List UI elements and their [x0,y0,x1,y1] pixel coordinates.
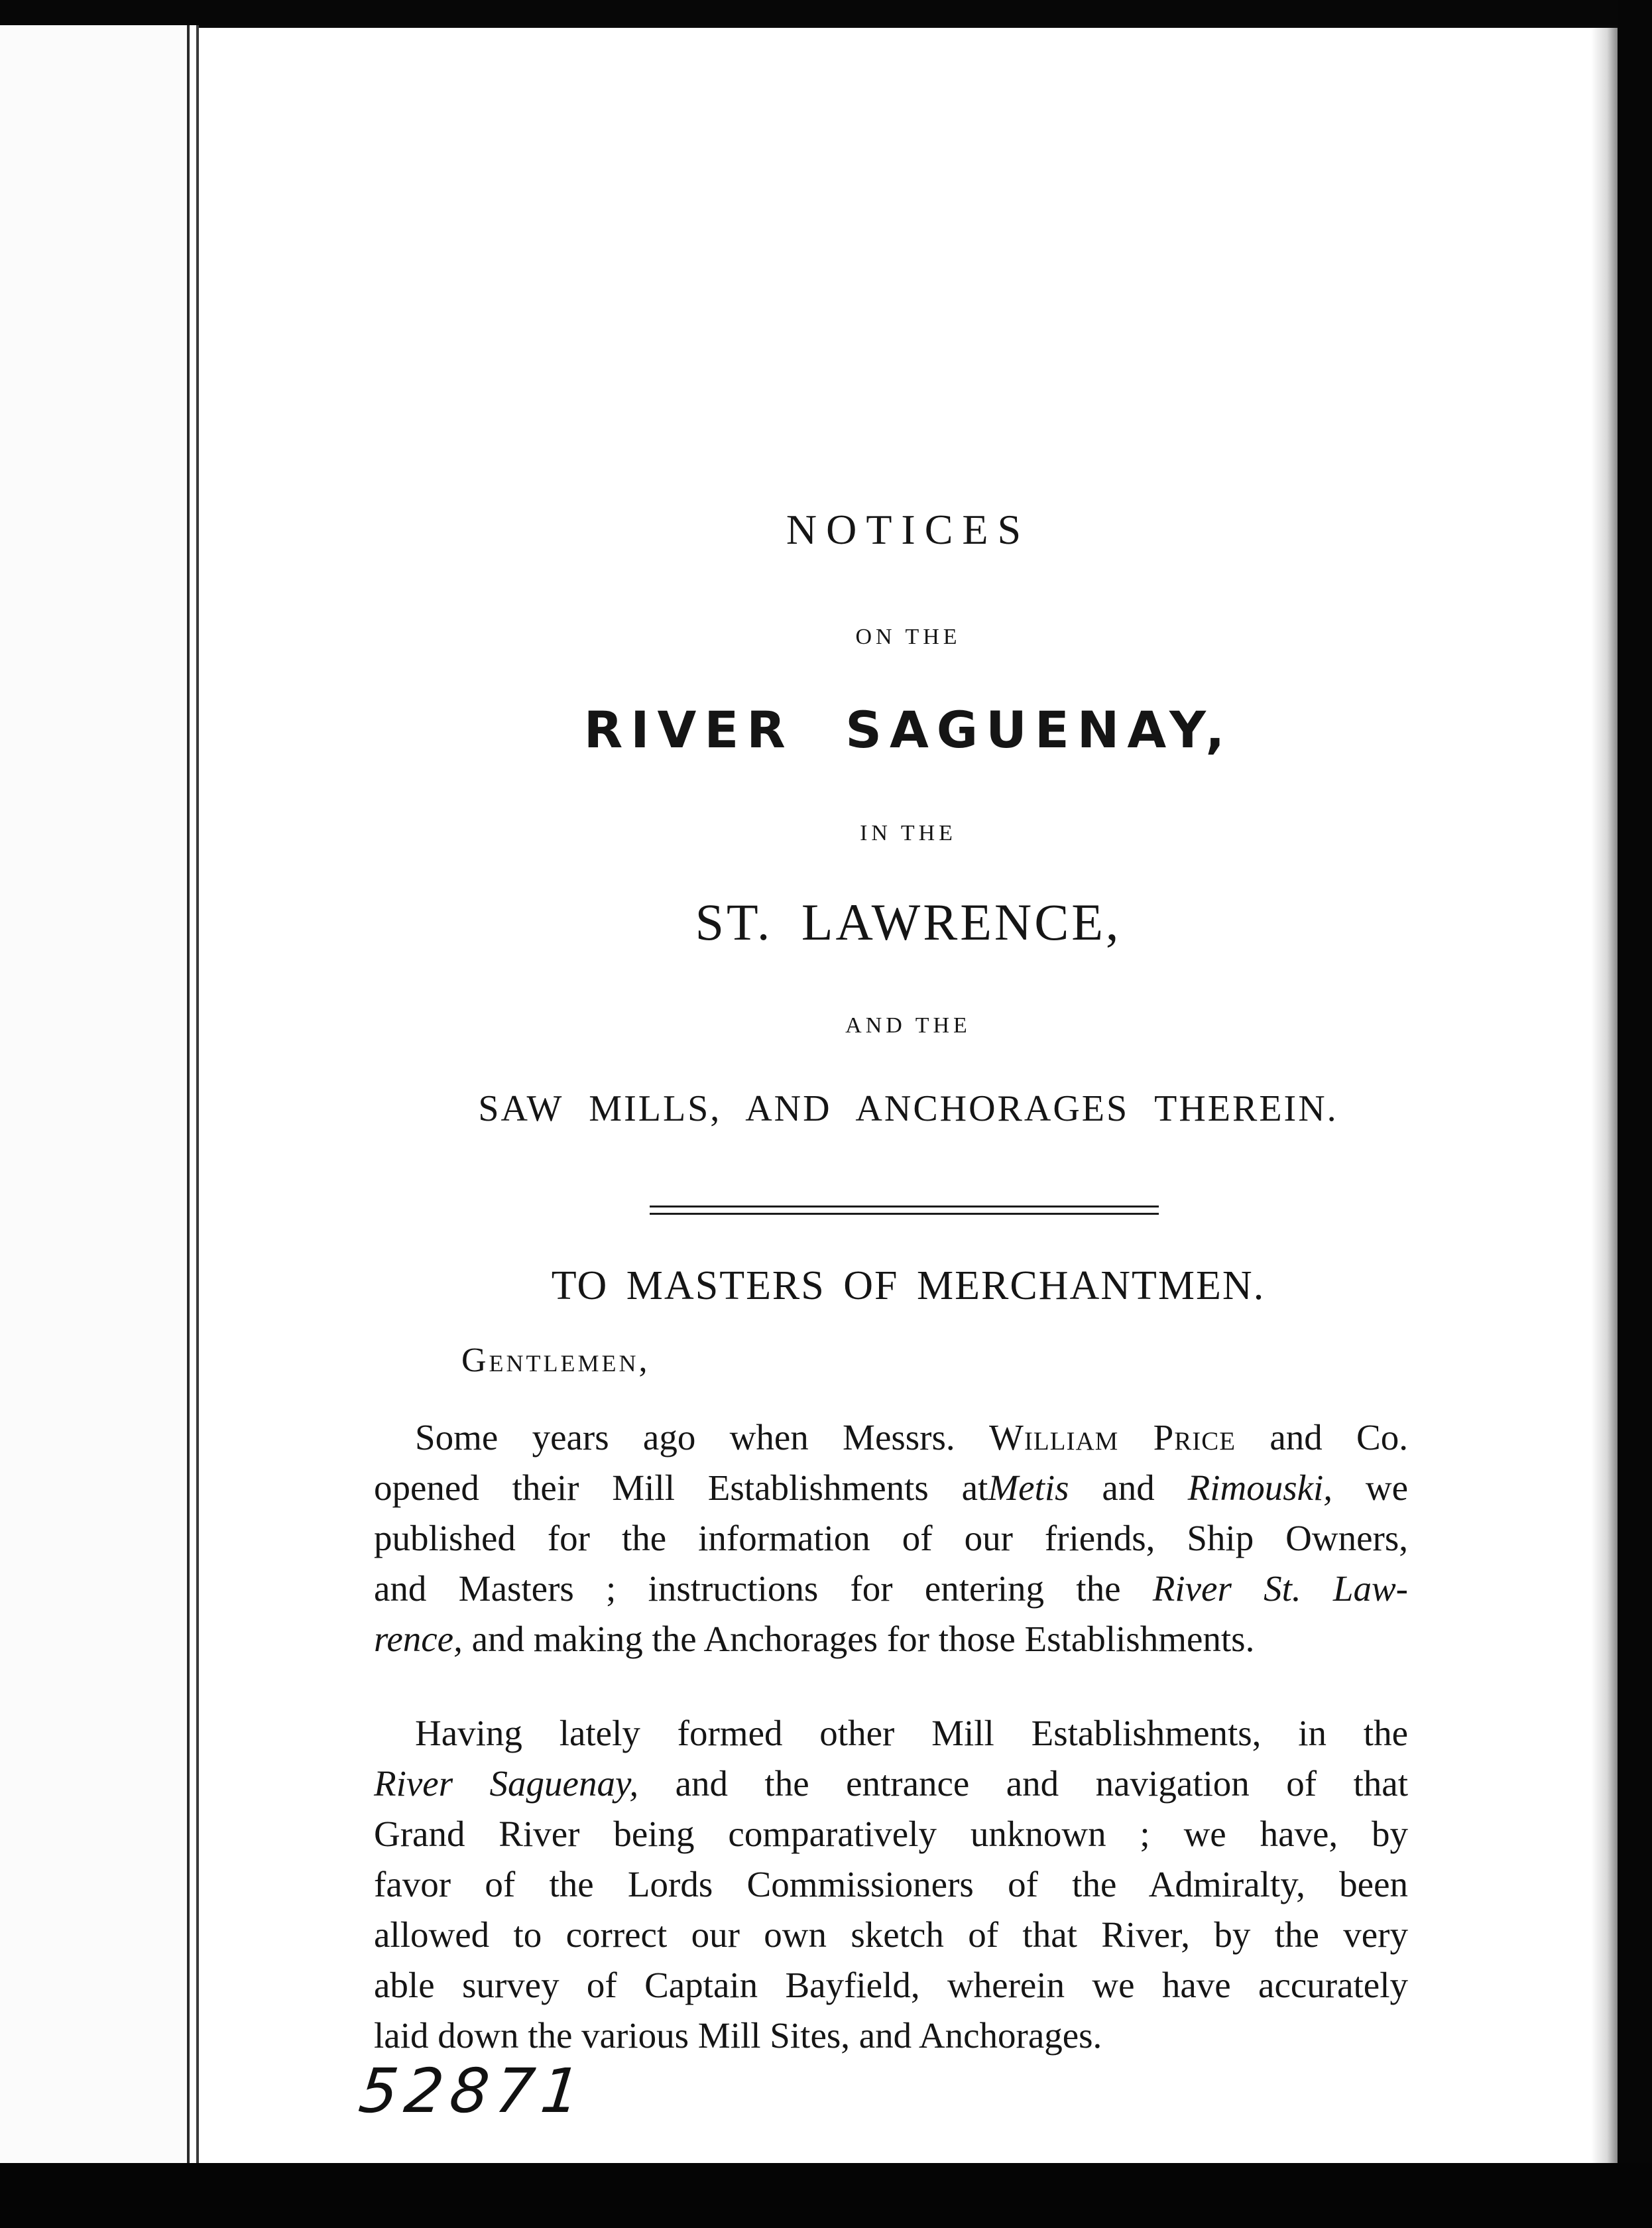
paragraph-1 [374,1412,1408,1664]
title-notices: NOTICES [786,506,1031,553]
title-saw-mills: SAW MILLS, AND ANCHORAGES THEREIN. [478,1088,1338,1129]
paragraph-2-line-6: able survey of Captain Bayfield, wherein we have accurately [374,1965,1408,2005]
scan-border-right [1618,0,1652,2228]
paragraph-1-line-2: opened their Mill Establishments atMetis and Rimouski, we [374,1467,1408,1508]
page-gutter [187,25,199,2163]
paragraph-1-line-5: rence, and making the Anchorages for those Establishments. [374,1619,1255,1659]
title-on-the: ON THE [855,625,961,649]
title-st-lawrence: ST. LAWRENCE, [695,893,1122,951]
handwritten-catalog-number: 52871 [355,2056,591,2127]
blank-left-leaf [0,25,187,2163]
paragraph-2-line-1: Having lately formed other Mill Establishments, in the [415,1713,1408,1753]
paragraph-1-line-3: published for the information of our friends, Ship Owners, [374,1518,1408,1558]
paragraph-2 [374,1708,1408,2061]
paragraph-2-line-3: Grand River being comparatively unknown ; we have, by [374,1814,1408,1854]
address-heading: TO MASTERS OF MERCHANTMEN. [551,1263,1266,1308]
paragraph-2-line-4: favor of the Lords Commissioners of the Admiralty, been [374,1864,1408,1904]
scan-border-bottom [0,2163,1652,2228]
title-in-the: IN THE [860,821,957,845]
paragraph-1-line-4: and Masters ; instructions for entering the River St. Law- [374,1568,1408,1609]
paragraph-1-line-1: Some years ago when Messrs. William Price and Co. [415,1417,1408,1457]
scan-border-top [0,0,1652,25]
title-river-saguenay: RIVER SAGUENAY, [583,700,1233,759]
paragraph-2-line-2: River Saguenay, and the entrance and navigation of that [374,1763,1408,1804]
title-and-the: AND THE [845,1013,971,1038]
paragraph-2-line-5: allowed to correct our own sketch of that River, by the very [374,1914,1408,1955]
double-rule-divider [650,1206,1159,1215]
paragraph-2-line-7: laid down the various Mill Sites, and Anchorages. [374,2015,1102,2056]
salutation: Gentlemen, [461,1341,650,1379]
